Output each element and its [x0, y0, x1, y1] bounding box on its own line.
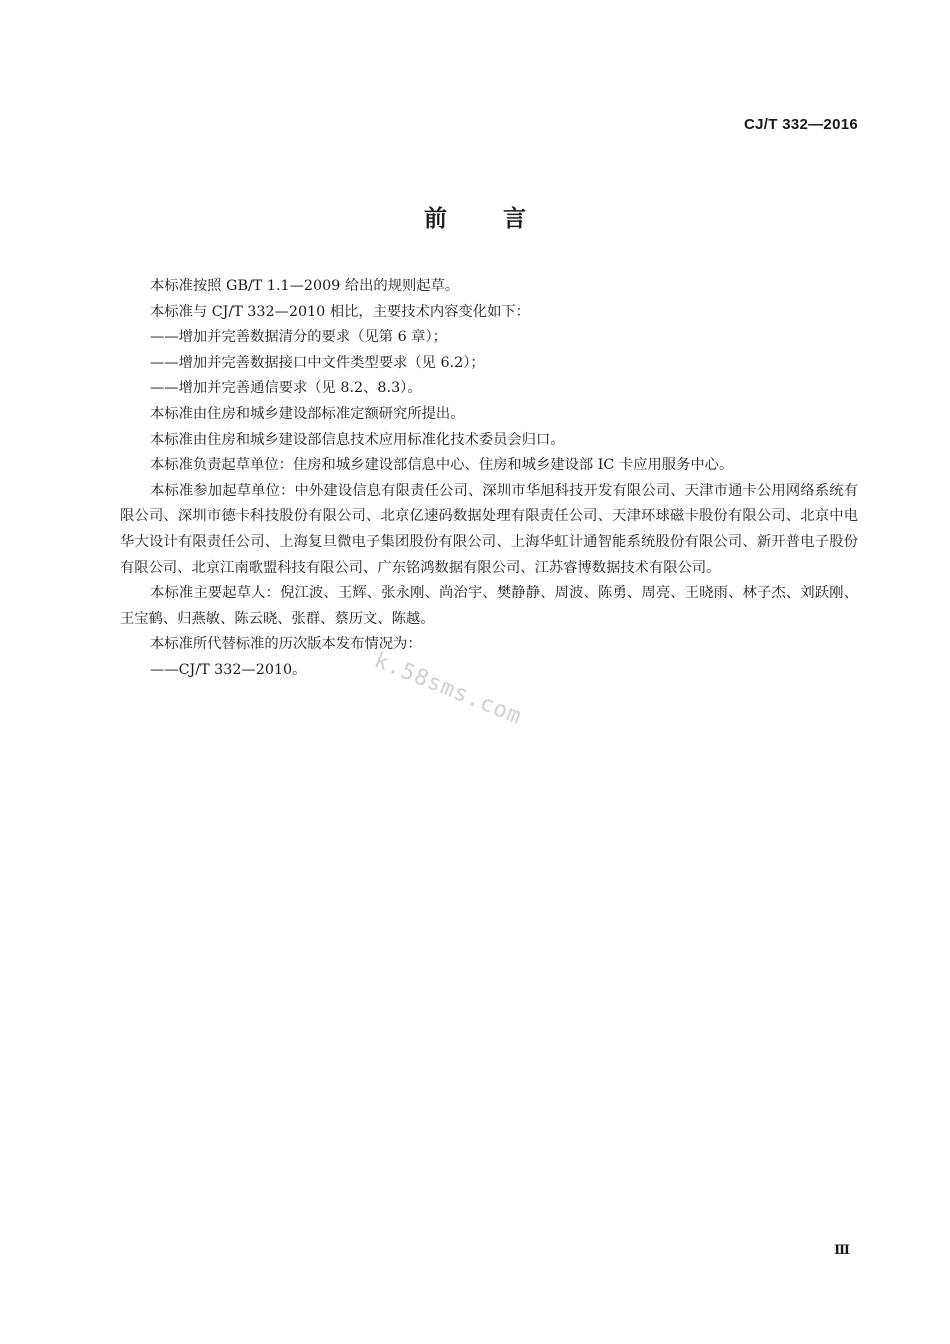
paragraph-main-drafters: 本标准主要起草人：倪江波、王辉、张永刚、尚治宇、樊静静、周波、陈勇、周亮、王晓雨、林子杰、刘跃刚、王宝鹤、归燕敏、陈云晓、张群、蔡历文、陈越。: [120, 585, 858, 627]
list-item-change-2: ——增加并完善数据接口中文件类型要求（见 6.2）；: [150, 354, 485, 371]
foreword-body: [120, 274, 858, 684]
list-item-previous-version: ——CJ/T 332—2010。: [150, 661, 307, 678]
document-code: CJ/T 332—2016: [744, 116, 858, 133]
paragraph-responsible-units: 本标准负责起草单位：住房和城乡建设部信息中心、住房和城乡建设部 IC 卡应用服务中心。: [150, 457, 734, 474]
paragraph-participating-units: 本标准参加起草单位：中外建设信息有限责任公司、深圳市华旭科技开发有限公司、天津市通卡公用网络系统有限公司、深圳市德卡科技股份有限公司、北京亿速码数据处理有限责任公司、天津环球磁卡股份有限公司、北京中电华大设计有限责任公司、上海复旦微电子集团股份有限公司、上海华虹计通智能系统股份有限公司、新开普电子股份有限公司、北京江南歌盟科技有限公司、广东铭鸿数据有限公司、江苏睿博数据技术有限公司。: [120, 482, 858, 576]
page-number: Ⅲ: [834, 1243, 850, 1258]
list-item-change-1: ——增加并完善数据清分的要求（见第 6 章）；: [150, 329, 447, 346]
paragraph-changes-intro: 本标准与 CJ/T 332—2010 相比，主要技术内容变化如下：: [150, 303, 530, 320]
paragraph-previous-versions: 本标准所代替标准的历次版本发布情况为：: [150, 636, 422, 653]
watermark: k.58sms.com: [370, 648, 526, 730]
paragraph-centralized-by: 本标准由住房和城乡建设部信息技术应用标准化技术委员会归口。: [150, 431, 565, 448]
page-title: 前言: [424, 206, 582, 232]
paragraph-drafting-rules: 本标准按照 GB/T 1.1—2009 给出的规则起草。: [150, 278, 460, 294]
list-item-change-3: ——增加并完善通信要求（见 8.2、8.3）。: [150, 380, 422, 397]
paragraph-proposed-by: 本标准由住房和城乡建设部标准定额研究所提出。: [150, 405, 465, 422]
